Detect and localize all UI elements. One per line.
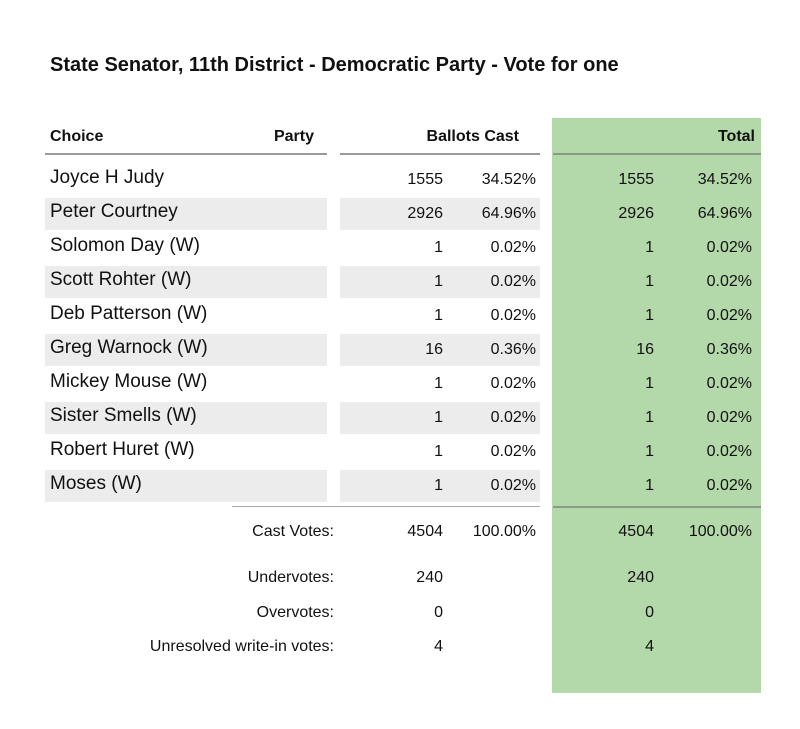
total-percent: 0.02% (706, 307, 752, 324)
total-count: 1 (645, 443, 654, 460)
results-table (0, 163, 800, 503)
overvotes-ballots: 0 (434, 604, 443, 621)
undervotes-total: 240 (627, 569, 654, 586)
table-row (0, 163, 800, 197)
header-party: Party (273, 128, 314, 145)
total-percent: 0.36% (706, 341, 752, 358)
unresolved-write-in-total: 4 (645, 638, 654, 655)
table-row (0, 333, 800, 367)
ballots-cast-percent: 0.02% (490, 477, 536, 494)
ballots-cast-count: 1 (434, 375, 443, 392)
candidate-name: Greg Warnock (W) (50, 337, 208, 358)
cast-votes-ballots-pct: 100.00% (472, 523, 536, 540)
ballots-cast-count: 1 (434, 409, 443, 426)
candidate-name: Scott Rohter (W) (50, 269, 192, 290)
total-percent: 0.02% (706, 273, 752, 290)
table-row (0, 231, 800, 265)
ballots-cast-percent: 34.52% (481, 171, 536, 188)
candidate-name: Mickey Mouse (W) (50, 371, 208, 392)
unresolved-write-in-ballots: 4 (434, 638, 443, 655)
total-percent: 0.02% (706, 409, 752, 426)
candidate-name: Moses (W) (50, 473, 142, 494)
ballots-cast-percent: 0.02% (490, 443, 536, 460)
candidate-name: Deb Patterson (W) (50, 303, 208, 324)
candidate-name: Peter Courtney (50, 201, 178, 222)
overvotes-total: 0 (645, 604, 654, 621)
ballots-cast-percent: 0.02% (490, 273, 536, 290)
ballots-cast-count: 1 (434, 273, 443, 290)
cast-votes-label: Cast Votes: (252, 523, 334, 540)
total-count: 1 (645, 375, 654, 392)
header-choice: Choice (50, 128, 104, 145)
total-count: 16 (636, 341, 654, 358)
header-divider-choice (45, 153, 327, 155)
total-percent: 0.02% (706, 239, 752, 256)
total-count: 1 (645, 477, 654, 494)
table-row (0, 469, 800, 503)
candidate-name: Robert Huret (W) (50, 439, 195, 460)
table-row (0, 197, 800, 231)
undervotes-label: Undervotes: (247, 569, 334, 586)
cast-votes-ballots: 4504 (407, 523, 443, 540)
ballots-cast-count: 2926 (407, 205, 443, 222)
total-percent: 34.52% (697, 171, 752, 188)
table-row (0, 367, 800, 401)
ballots-cast-count: 1 (434, 307, 443, 324)
total-percent: 0.02% (706, 375, 752, 392)
ballots-cast-percent: 0.02% (490, 375, 536, 392)
ballots-cast-percent: 0.02% (490, 307, 536, 324)
table-row (0, 401, 800, 435)
total-count: 1555 (618, 171, 654, 188)
ballots-cast-percent: 0.02% (490, 239, 536, 256)
total-count: 1 (645, 273, 654, 290)
summary-divider-total (553, 506, 761, 508)
ballots-cast-percent: 0.02% (490, 409, 536, 426)
undervotes-ballots: 240 (416, 569, 443, 586)
total-count: 1 (645, 307, 654, 324)
summary-divider (232, 506, 540, 507)
cast-votes-total: 4504 (618, 523, 654, 540)
cast-votes-total-pct: 100.00% (688, 523, 752, 540)
overvotes-label: Overvotes: (256, 604, 334, 621)
ballots-cast-count: 1 (434, 443, 443, 460)
candidate-name: Solomon Day (W) (50, 235, 200, 256)
ballots-cast-count: 16 (425, 341, 443, 358)
total-count: 2926 (618, 205, 654, 222)
total-percent: 0.02% (706, 477, 752, 494)
table-row (0, 265, 800, 299)
ballots-cast-count: 1555 (407, 171, 443, 188)
header-ballots-cast: Ballots Cast (426, 128, 519, 145)
candidate-name: Sister Smells (W) (50, 405, 197, 426)
header-total: Total (717, 128, 755, 145)
total-percent: 0.02% (706, 443, 752, 460)
header-divider-ballots (340, 153, 540, 155)
candidate-name: Joyce H Judy (50, 167, 165, 188)
page-title: State Senator, 11th District - Democratic Party - Vote for one (50, 54, 619, 76)
total-count: 1 (645, 409, 654, 426)
table-row (0, 435, 800, 469)
ballots-cast-percent: 0.36% (490, 341, 536, 358)
ballots-cast-count: 1 (434, 477, 443, 494)
ballots-cast-percent: 64.96% (481, 205, 536, 222)
total-count: 1 (645, 239, 654, 256)
total-percent: 64.96% (697, 205, 752, 222)
header-divider-total (553, 153, 761, 155)
table-row (0, 299, 800, 333)
unresolved-write-in-label: Unresolved write-in votes: (149, 638, 334, 655)
ballots-cast-count: 1 (434, 239, 443, 256)
